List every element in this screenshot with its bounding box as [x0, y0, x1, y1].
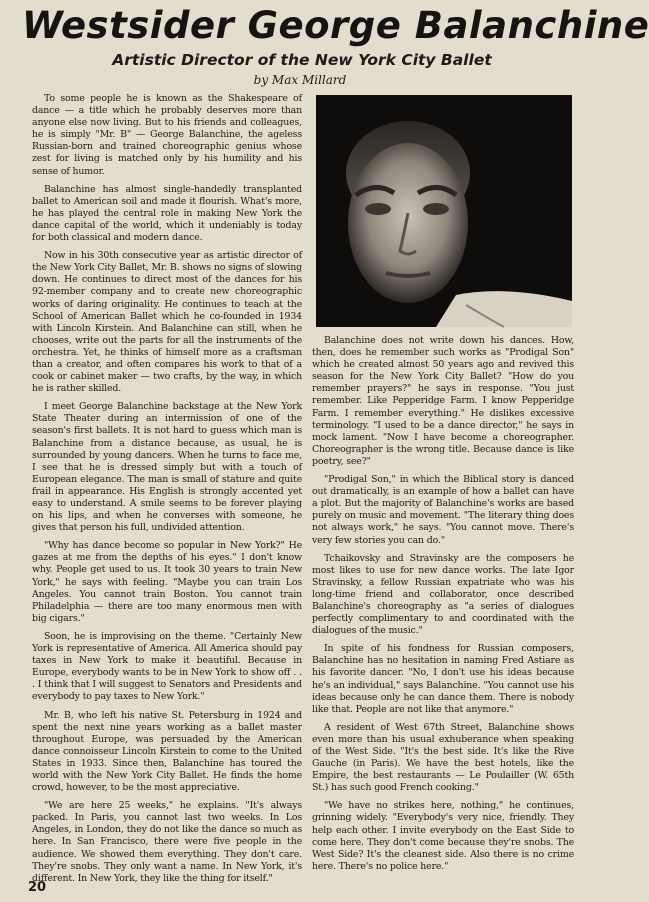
- subhead: Artistic Director of the New York City Ballet: [112, 51, 492, 69]
- left-column: [32, 93, 302, 884]
- paragraph: A resident of West 67th Street, Balanchine shows even more than his usual exhuberance when speaking of the West Side. "It's the best side. It's like the Rive Gauche (in Paris). We have the best hotels, like the Empire, the best restaurants — Le Poulailler (W. 65th St.) has such good French cooking.": [312, 721, 574, 794]
- paragraph: Balanchine does not write down his dances. How, then, does he remember such works as "Prodigal Son" which he created almost 50 years ago and revived this season for the New York City Ballet? "How do you remember prayers?" he says in response. "You just remember. Like Pepperidge Farm. I know Pepperidge Farm. I remember everything." He dislikes excessive terminology. "I used to be a dance director," he says in mock lament. "Now I have become a choreographer. Choreographer is the wrong title. Because dance is like poetry, see?": [312, 335, 574, 467]
- portrait-photo: [316, 95, 572, 327]
- paragraph: I meet George Balanchine backstage at the New York State Theater during an intermission of one of the season's first ballets. It is not hard to guess which man is Balanchine from a distance because, as usual, he is surrounded by young dancers. When he turns to face me, I see that he is dressed simply but with a touch of European elegance. The man is small of stature and quite frail in appearance. His English is strongly accented yet easy to understand. A smile seems to be forever playing on his lips, and when he converses with someone, he gives that person his full, undivided attention.: [32, 401, 302, 534]
- paragraph: Now in his 30th consecutive year as artistic director of the New York City Ballet, Mr. B. shows no signs of slowing down. He continues to direct most of the dances for his 92-member company and to create new choreographic works of daring originality. He continues to teach at the School of American Ballet which he co-founded in 1934 with Lincoln Kirstein. And Balanchine can still, when he chooses, write out the parts for all the instruments of the orchestra. Yet, he thinks of himself more as a craftsman than a creator, and often compares his work to that of a cook or cabinet maker — two crafts, by the way, in which he is rather skilled.: [32, 250, 302, 395]
- paragraph: "Why has dance become so popular in New York?" He gazes at me from the depths of his eyes." I don't know why. People get used to us. It took 30 years to train New York," he says with feeling. "Maybe you can train Los Angeles. You cannot train Boston. You cannot train Philadelphia — there are too many enormous men with big cigars.": [32, 540, 302, 624]
- portrait-photo-icon: [316, 95, 572, 327]
- paragraph: Tchaikovsky and Stravinsky are the composers he most likes to use for new dance works. The late Igor Stravinsky, a fellow Russian expatriate who was his long-time friend and collaborator, once described Balanchine's choreography as "a series of dialogues perfectly complimentary to and coordinated with the dialogues of the music.": [312, 552, 574, 637]
- paragraph: In spite of his fondness for Russian composers, Balanchine has no hesitation in naming Fred Astiare as his favorite dancer. "No, I don't use his ideas because he's an individual," says Balanchine. "You cannot use his ideas because only he can dance them. There is nobody like that. People are not like that anymore.": [312, 643, 574, 715]
- paragraph: Balanchine has almost single-handedly transplanted ballet to American soil and made it flourish. What's more, he has played the central role in making New York the dance capital of the world, which it undeniably is today for both classical and modern dance.: [32, 183, 302, 244]
- paragraph: Mr. B, who left his native St. Petersburg in 1924 and spent the next nine years working as a ballet master throughout Europe, was persuaded by the American dance connoisseur Lincoln Kirstein to come to the United States in 1933. Since then, Balanchine has toured the world with the New York City Ballet. He finds the home crowd, however, to be the most appreciative.: [32, 709, 302, 794]
- paragraph: "We have no strikes here, nothing," he continues, grinning widely. "Everybody's very nice, friendly. They help each other. I invite everybody on the East Side to come here. They don't come because they're snobs. The West Side? It's the cleanest side. Also there is no crime here. There's no police here.": [312, 800, 574, 872]
- paragraph: To some people he is known as the Shakespeare of dance — a title which he probably deserves more than anyone else now living. But to his friends and colleagues, he is simply "Mr. B" — George Balanchine, the ageless Russian-born and trained choreographic genius whose zest for living is matched only by his humility and his sense of humor.: [32, 93, 302, 177]
- right-column: [312, 335, 574, 870]
- paragraph: Soon, he is improvising on the theme. "Certainly New York is representative of America. All America should pay taxes in New York to make it beautiful. Because in Europe, everybody wants to be in New York to show off . . . I think that I will suggest to Senators and Presidents and everybody to pay taxes to New York.": [32, 630, 302, 703]
- byline: by Max Millard: [253, 73, 347, 87]
- headline: Westsider George Balanchine: [22, 4, 649, 47]
- page-number: 20: [28, 880, 47, 895]
- paragraph: "Prodigal Son," in which the Biblical story is danced out dramatically, is an example of how a ballet can have a plot. But the majority of Balanchine's works are based purely on music and movement. "The literary thing does not always work," he says. "You cannot move. There's very few stories you can do.": [312, 474, 574, 546]
- paragraph: "We are here 25 weeks," he explains. "It's always packed. In Paris, you cannot last two weeks. In Los Angeles, in London, they do not like the dance so much as here. In San Francisco, there were five people in the audience. We showed them everything. They don't care. They're snobs. They only want a name. In New York, it's different. In New York, they like the thing for itself.": [32, 800, 302, 884]
